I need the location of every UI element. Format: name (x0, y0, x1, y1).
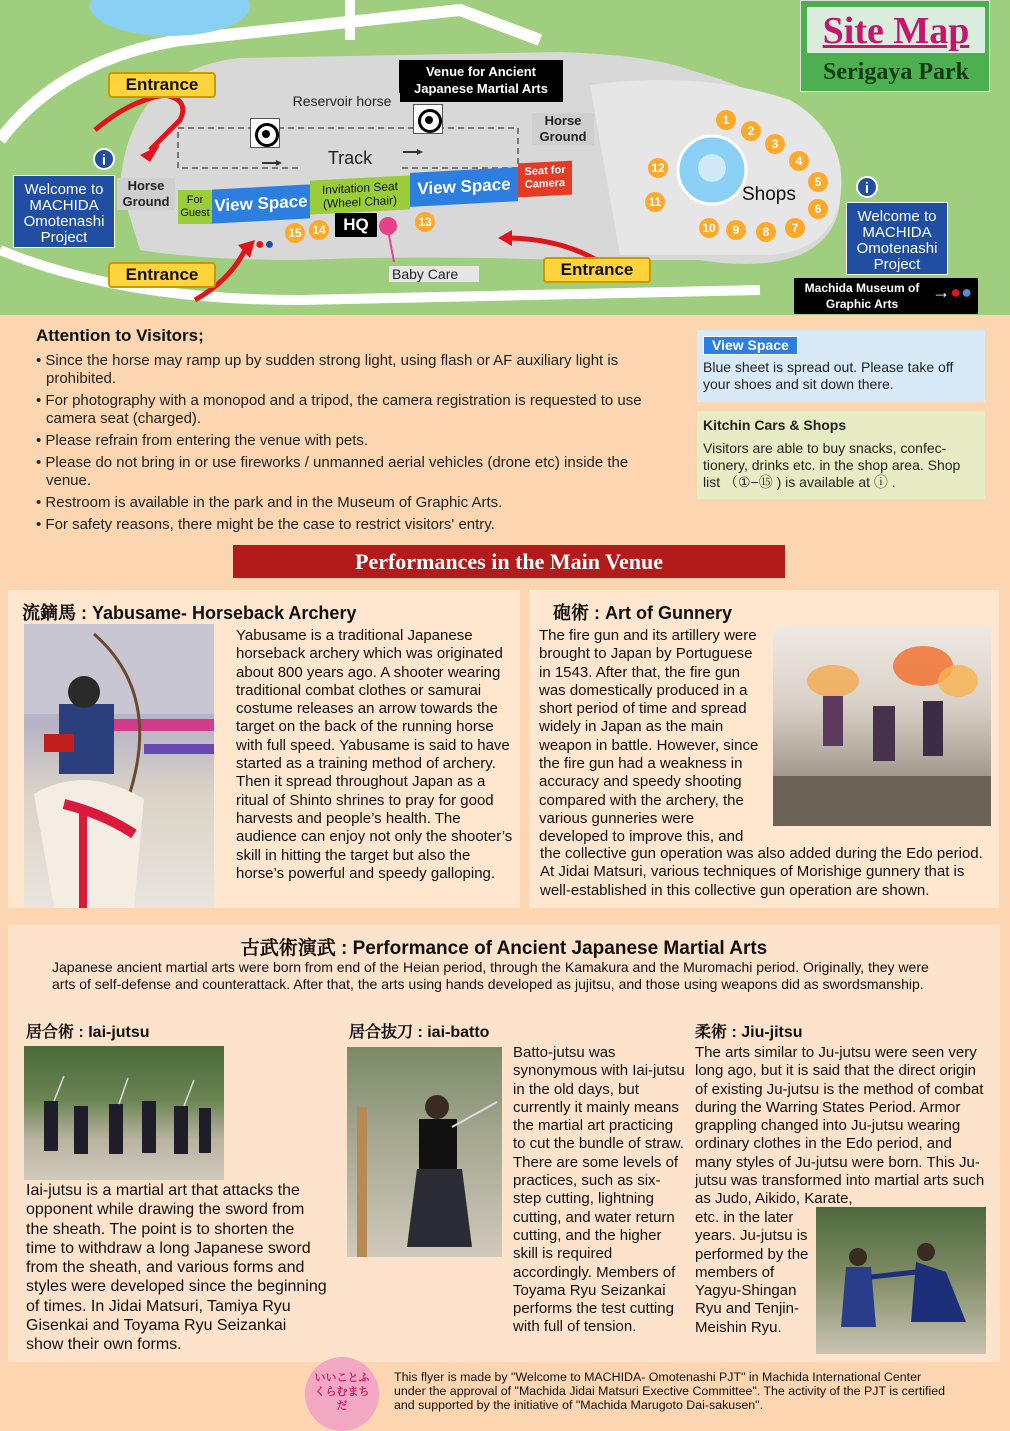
seat-for-camera: Seat for Camera (518, 161, 572, 198)
entrance-tag-top-left: Entrance (108, 72, 216, 98)
shop-number: 2 (741, 121, 761, 141)
restroom-icon: ●● (255, 236, 275, 253)
shop-number: 7 (785, 218, 805, 238)
site-map (0, 0, 1010, 315)
footer-line-1: This flyer is made by "Welcome to MACHIDA- Omotenashi PJT" in Machida International Center (394, 1370, 922, 1384)
gunnery-photo (773, 626, 991, 826)
museum-label (794, 278, 978, 314)
museum-label-text: Machida Museum of Graphic Arts (804, 281, 920, 311)
jiujitsu-title: 柔術 : Jiu-jitsu (695, 1024, 803, 1041)
attention-item: • Restroom is available in the park and in the Museum of Graphic Arts. (36, 494, 676, 512)
martial-arts-panel (8, 925, 1000, 1362)
shops-label: Shops (742, 184, 796, 205)
info-icon: i (856, 176, 878, 198)
shop-number: 13 (415, 212, 435, 232)
jiujitsu-photo (816, 1207, 986, 1354)
gunnery-title: 砲術 : Art of Gunnery (553, 603, 732, 623)
attention-item: • Please refrain from entering the venue with pets. (36, 432, 676, 450)
martial-arts-title: 古武術演武 : Performance of Ancient Japanese Martial Arts (240, 938, 768, 959)
map-title-box (800, 0, 990, 92)
view-space-left: View Space (212, 184, 310, 223)
attention-title: Attention to Visitors; (36, 326, 204, 345)
logo-text: いいことふくらむまちだ (314, 1372, 370, 1412)
welcome-box-left: Welcome to MACHIDA Omotenashi Project (13, 175, 115, 248)
yabusame-text: Yabusame is a traditional Japanese horseback archery which was originated about 800 years ago. A shooter wearing traditional combat clothes or samurai costume releases an arrow towards the target on the back of the running horse with full speed. Yabusame is said to have started as a training method of archery. Then it spread throughout Japan as a ritual of Shinto shrines to pray for good harvests and people’s health. The audience can enjoy not only the shooter’s skill in hitting the target but also the horse’s powerful and speedy galloping. (236, 627, 513, 882)
iaijutsu-performers-illustration (24, 1046, 224, 1180)
iaibatto-performer-illustration (347, 1047, 502, 1257)
attention-item: • For safety reasons, there might be the case to restrict visitors' entry. (36, 516, 676, 534)
iaibatto-photo (347, 1047, 502, 1257)
gunners-illustration (773, 626, 991, 826)
footer (0, 1362, 1010, 1427)
shop-number: 10 (699, 218, 719, 238)
attention-section (36, 326, 676, 538)
attention-item: • Since the horse may ramp up by sudden strong light, using flash or AF auxiliary light is prohibited. (36, 352, 676, 388)
horseback-archer-illustration (24, 624, 214, 908)
iaijutsu-text: Iai-jutsu is a martial art that attacks the opponent while drawing the sword from the sheath. The point is to shorten the time to withdraw a long Japanese sword from the sheath, and various forms and styles were developed since the beginning of times. In Jidai Matsuri, Tamiya Ryu Gisenkai and Toyama Ryu Seizankai show their own forms. (26, 1182, 327, 1354)
view-space-info-box (697, 330, 985, 402)
map-title: Site Map (822, 10, 970, 52)
iaibatto-title: 居合抜刀 : iai-batto (349, 1024, 490, 1041)
gunnery-panel (529, 590, 999, 908)
shop-number: 8 (756, 222, 776, 242)
shop-number: 4 (789, 151, 809, 171)
view-space-right: View Space (410, 167, 518, 207)
shop-number: 12 (648, 158, 668, 178)
gunnery-text-b: the collective gun operation was also added during the Edo period. At Jidai Matsuri, various techniques of Morishige gunnery that is well-established in this collective gun operation are shown. (540, 845, 983, 899)
shop-number: 5 (808, 172, 828, 192)
entrance-tag-bottom-left: Entrance (108, 262, 216, 288)
hq-label: HQ (335, 213, 377, 237)
jiujitsu-text-a: The arts similar to Ju-jutsu were seen very long ago, but it is said that the direct origin of existing Ju-jutsu is the method of combat during the Warring States Period. Armor grappling changed into Ju-jutsu wearing ordinary clothes in the Edo period, and many styles of Ju-jutsu were born. This Ju-jutsu was transformed into martial arts such as Judo, Aikido, Karate, (695, 1044, 985, 1208)
target-icon (413, 104, 443, 134)
horse-ground-left-label: Horse Ground (117, 178, 175, 210)
shop-number: 6 (808, 199, 828, 219)
invitation-seat: Invitation Seat (Wheel Chair) (310, 175, 410, 214)
baby-care-label: Baby Care (389, 266, 479, 282)
welcome-box-right: Welcome to MACHIDA Omotenashi Project (846, 202, 948, 275)
yabusame-title: 流鏑馬 : Yabusame- Horseback Archery (22, 603, 357, 623)
jiujitsu-text-b: etc. in the later years. Ju-jutsu is performed by the members of Yagyu-Shingan Ryu and Tenjin-Meishin Ryu. (695, 1209, 809, 1336)
shop-number: 14 (309, 220, 329, 240)
track-label: Track (300, 148, 400, 169)
kitchen-shops-text: Visitors are able to buy snacks, confec-tionery, drinks etc. in the shop area. Shop list （①−⑮ ) is available at ⓘ . (703, 440, 961, 490)
shop-number: 9 (726, 220, 746, 240)
view-space-text: Blue sheet is spread out. Please take off your shoes and sit down there. (703, 359, 954, 392)
horse-ground-right-label: Horse Ground (532, 113, 594, 145)
attention-list (36, 352, 676, 534)
kitchen-shops-title: Kitchin Cars & Shops (703, 417, 847, 433)
shop-number: 11 (645, 192, 665, 212)
shop-number: 3 (765, 134, 785, 154)
iaijutsu-title: 居合術 : Iai-jutsu (26, 1024, 150, 1041)
info-icon: i (93, 148, 115, 170)
machida-logo (305, 1357, 379, 1431)
map-subtitle: Serigaya Park (823, 59, 969, 85)
shop-number: 15 (285, 223, 305, 243)
reservoir-horse-label: Reservoir horse (284, 93, 400, 109)
target-icon (250, 118, 280, 148)
venue-label-line-1: Venue for Ancient (425, 64, 537, 79)
yabusame-photo (24, 624, 214, 908)
iaibatto-text: Batto-jutsu was synonymous with Iai-jutsu in the old days, but currently it mainly means the martial art practicing to cut the bundle of straw. There are some levels of practices, such as six-step cutting, lightning cutting, and water return cutting, and the higher skill is required accordingly. Members of Toyama Ryu Seizankai performs the test cutting with full of tension. (513, 1044, 685, 1336)
entrance-tag-bottom-right: Entrance (543, 257, 651, 283)
footer-text (394, 1370, 1006, 1412)
gunnery-text-a: The fire gun and its artillery were brought to Japan by Portuguese in 1543. After that, the fire gun was domestically produced in a short period of time and spread widely in Japan as the main weapon in battle. However, since the fire gun had a weakness in accuracy and speedy shooting compared with the archery, the various gunneries were developed to improve this, and (539, 627, 759, 846)
for-guest-seat: For Guest (178, 190, 212, 224)
shop-number: 1 (716, 110, 736, 130)
martial-arts-intro: Japanese ancient martial arts were born from end of the Heian period, through the Kamakura and the Muromachi period. Originally, they were arts of self-defense and counterattack. After that, the arts using hands developed as jujitsu, and those using weapons did as swordsmanship. (52, 959, 929, 992)
kitchen-shops-box (697, 411, 985, 499)
performances-banner: Performances in the Main Venue (233, 545, 785, 578)
iaijutsu-photo (24, 1046, 224, 1180)
view-space-tag: View Space (703, 336, 798, 355)
attention-item: • For photography with a monopod and a tripod, the camera registration is requested to use camera seat (charged). (36, 392, 676, 428)
restroom-icon: →●● (932, 282, 972, 302)
jiujitsu-performers-illustration (816, 1207, 986, 1354)
footer-line-2: under the approval of "Machida Jidai Matsuri Exective Committee". The activity of the PJT is certified (394, 1384, 946, 1398)
yabusame-panel (8, 590, 520, 908)
venue-ancient-martial-arts-label (399, 60, 563, 102)
venue-label-line-2: Japanese Martial Arts (414, 81, 548, 96)
attention-item: • Please do not bring in or use fireworks / unmanned aerial vehicles (drone etc) inside the venue. (36, 454, 676, 490)
footer-line-3: and supported by the initiative of "Machida Marugoto Dai-sakusen". (394, 1398, 764, 1412)
